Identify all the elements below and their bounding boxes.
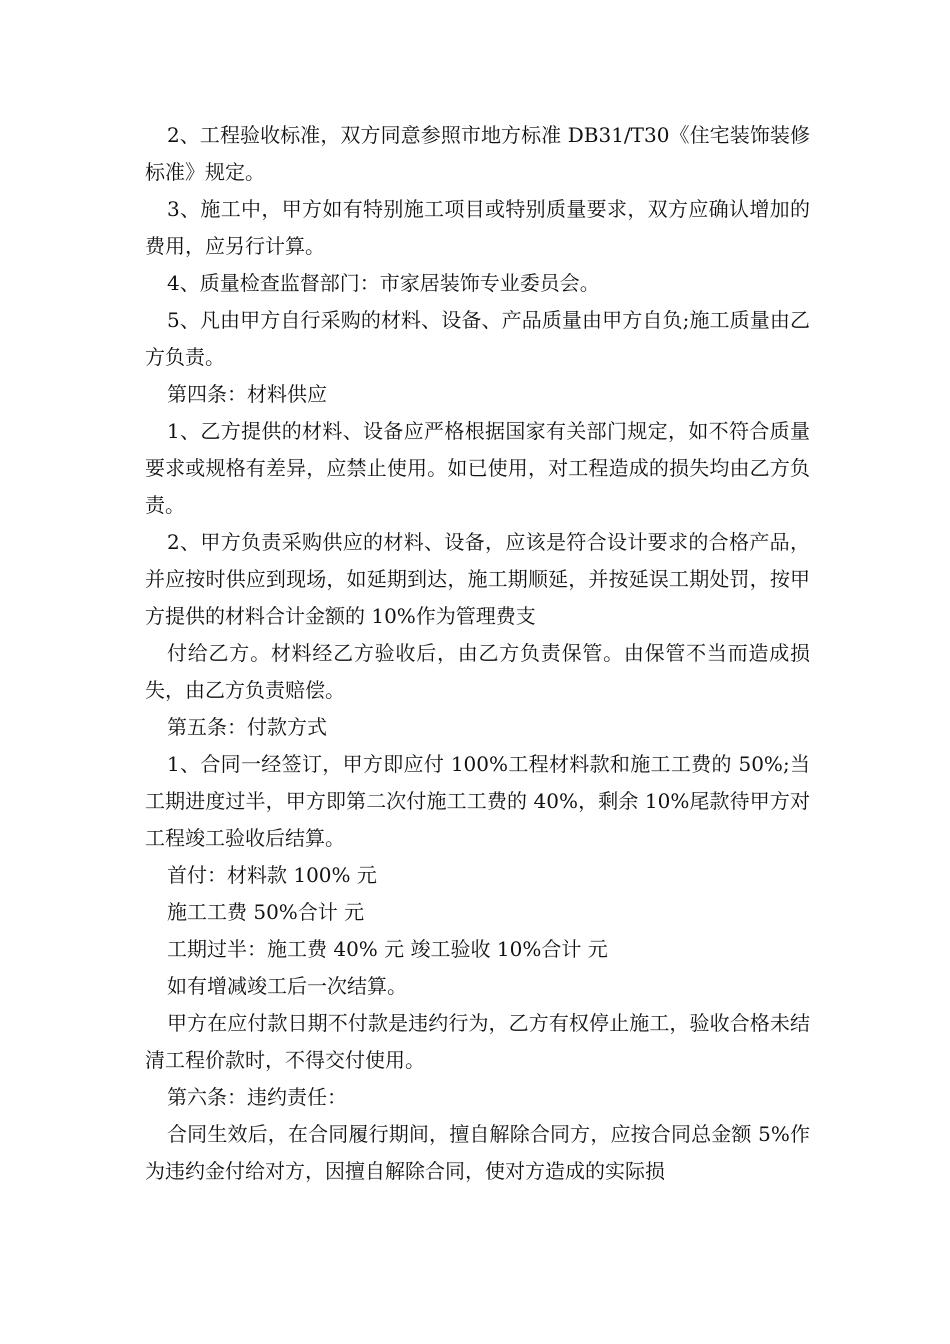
paragraph-special-requirements: 3、施工中，甲方如有特别施工项目或特别质量要求，双方应确认增加的费用，应另行计算。 xyxy=(145,197,810,258)
paragraph-client-materials: 2、甲方负责采购供应的材料、设备，应该是符合设计要求的合格产品，并应按时供应到现场，如延期到达，施工期顺延，并按延误工期处罚，按甲方提供的材料合计金额的 10%作为管理费支 xyxy=(145,530,810,628)
paragraph-final-settlement: 如有增减竣工后一次结算。 xyxy=(167,974,407,998)
document-body xyxy=(145,117,810,1190)
section-heading-breach-liability: 第六条：违约责任： xyxy=(167,1085,347,1109)
paragraph-contractor-materials: 1、乙方提供的材料、设备应严格根据国家有关部门规定，如不符合质量要求或规格有差异，应禁止使用。如已使用，对工程造成的损失均由乙方负责。 xyxy=(145,419,810,517)
paragraph-labor-fee: 施工工费 50%合计 元 xyxy=(167,900,365,924)
paragraph-first-payment: 首付：材料款 100% 元 xyxy=(167,863,377,887)
section-heading-material-supply: 第四条：材料供应 xyxy=(167,382,327,406)
paragraph-breach-penalty: 合同生效后，在合同履行期间，擅自解除合同方，应按合同总金额 5%作为违约金付给对方，因擅自解除合同，使对方造成的实际损 xyxy=(145,1122,810,1183)
paragraph-payment-schedule: 1、合同一经签订，甲方即应付 100%工程材料款和施工工费的 50%;当工期进度过半，甲方即第二次付施工工费的 40%，剩余 10%尾款待甲方对工程竣工验收后结算。 xyxy=(145,752,810,850)
paragraph-late-payment: 甲方在应付款日期不付款是违约行为，乙方有权停止施工，验收合格未结清工程价款时，不得交付使用。 xyxy=(145,1011,810,1072)
paragraph-supervision-department: 4、质量检查监督部门：市家居装饰专业委员会。 xyxy=(167,271,600,295)
paragraph-quality-responsibility: 5、凡由甲方自行采购的材料、设备、产品质量由甲方自负;施工质量由乙方负责。 xyxy=(145,308,810,369)
paragraph-material-custody: 付给乙方。材料经乙方验收后，由乙方负责保管。由保管不当而造成损失，由乙方负责赔偿。 xyxy=(145,641,810,702)
paragraph-midterm-payment: 工期过半：施工费 40% 元 竣工验收 10%合计 元 xyxy=(167,937,608,961)
section-heading-payment-method: 第五条：付款方式 xyxy=(167,715,327,739)
paragraph-acceptance-standard: 2、工程验收标准，双方同意参照市地方标准 DB31/T30《住宅装饰装修标准》规定。 xyxy=(145,123,810,184)
